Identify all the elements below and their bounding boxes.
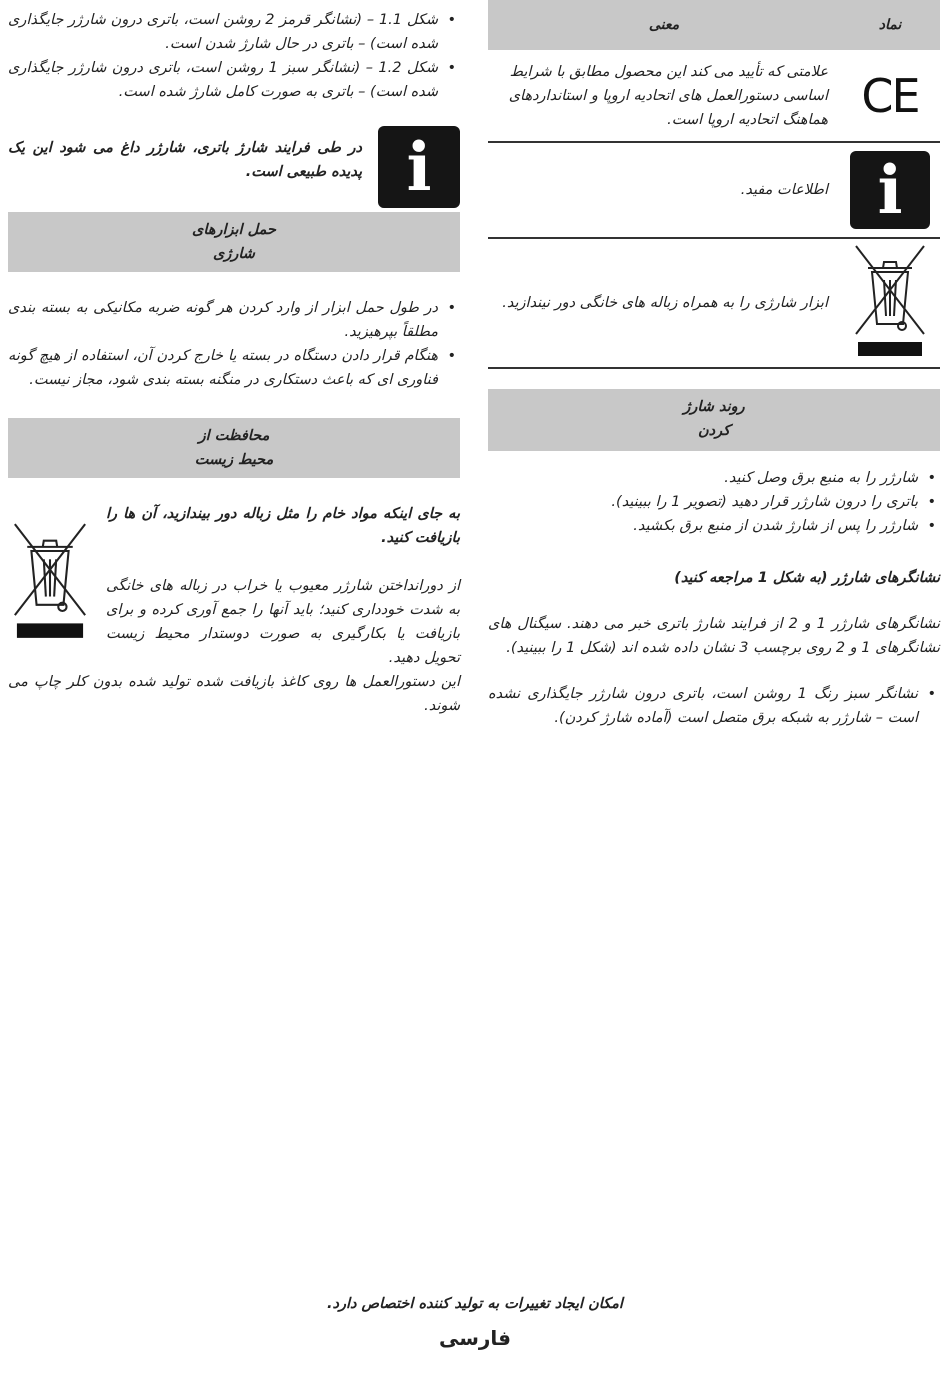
header-symbol: نماد <box>878 17 902 33</box>
header-meaning: معنی <box>648 17 680 33</box>
row-meaning: ابزار شارژی را به همراه زباله های خانگی دور نیندازید. <box>488 238 840 368</box>
list-item: • شکل 1.1 – (نشانگر قرمز 2 روشن است، باتری درون شارژر جایگذاری شده است) – باتری در حال شارژ شدن است. <box>8 8 460 56</box>
list-item: • شارژر را پس از شارژ شدن از منبع برق بکشید. <box>488 514 940 538</box>
info-note-text: در طی فرایند شارژ باتری، شارژر داغ می شود این یک پدیده طبیعی است. <box>8 140 362 180</box>
info-icon: i <box>850 151 930 229</box>
symbols-table-header <box>488 0 940 50</box>
environment-disposal-text: از دورانداختن شارژر معیوب یا خراب در زباله های خانگی به شدت خودداری کنید؛ باید آنها را جمع آوری کرده و برای بازیافت یا بکارگیری به صورت دوستدار محیط زیست تحویل دهید. <box>106 578 460 666</box>
environment-bold-text: به جای اینکه مواد خام را مثل زباله دور بیندازید، آن ها را بازیافت کنید. <box>106 506 460 546</box>
charging-section-header: روند شارژ کردن <box>488 389 940 451</box>
transport-section-header: حمل ابزارهای شارژی <box>8 212 460 272</box>
charging-steps-list <box>488 466 940 538</box>
crossed-bin-icon <box>850 242 930 360</box>
left-column <box>8 0 460 718</box>
crossed-bin-icon <box>8 520 92 642</box>
symbols-table <box>488 0 940 369</box>
footer-language: فارسی <box>438 1326 512 1350</box>
indicators-list <box>488 682 940 730</box>
list-item: • باتری را درون شارژر قرار دهید (تصویر 1 را ببینید). <box>488 490 940 514</box>
right-column <box>488 0 940 730</box>
indicators-paragraph: نشانگرهای شارژر 1 و 2 از فرایند شارژ باتری خبر می دهند. سیگنال های نشانگرهای 1 و 2 روی برچسب 3 نشان داده شده اند (شکل 1 را ببینید). <box>488 616 941 656</box>
list-item: • در طول حمل ابزار از وارد کردن هر گونه ضربه مکانیکی به بسته بندی مطلقاً بپرهیزید. <box>8 296 460 344</box>
environment-paper-text: این دستورالعمل ها روی کاغذ بازیافت شده تولید شده بدون کلر چاپ می شوند. <box>8 674 460 714</box>
list-item: • شکل 1.2 – (نشانگر سبز 1 روشن است، باتری درون شارژر جایگذاری شده است) – باتری به صورت کامل شارژ شده است. <box>8 56 460 104</box>
list-item: • نشانگر سبز رنگ 1 روشن است، باتری درون شارژر جایگذاری نشده است – شارژر به شبکه برق متصل است (آماده شارژ کردن). <box>488 682 940 730</box>
list-item: • هنگام قرار دادن دستگاه در بسته یا خارج کردن آن، استفاده از هیچ گونه فناوری ای که باعث دستکاری در منگنه بسته بندی شود، مجاز نیست. <box>8 344 460 392</box>
environment-block <box>8 502 460 670</box>
info-note <box>8 126 460 208</box>
table-row <box>488 50 940 142</box>
row-meaning: اطلاعات مفید. <box>488 142 840 238</box>
table-row <box>488 238 940 368</box>
info-icon: i <box>378 126 460 208</box>
table-row <box>488 142 940 238</box>
ce-mark-icon: CE <box>861 68 919 123</box>
figure-bullets-list <box>8 8 460 104</box>
transport-list <box>8 296 460 392</box>
indicators-title: نشانگرهای شارژر (به شکل 1 مراجعه کنید) <box>674 570 940 586</box>
list-item: • شارژر را به منبع برق وصل کنید. <box>488 466 940 490</box>
environment-section-header: محافظت از محیط زیست <box>8 418 460 478</box>
footer-note: امکان ایجاد تغییرات به تولید کننده اختصاص دارد. <box>327 1296 623 1312</box>
row-meaning: علامتی که تأیید می کند این محصول مطابق با شرایط اساسی دستورالعمل های اتحادیه اروپا و استانداردهای هماهنگ اتحادیه اروپا است. <box>488 50 840 142</box>
